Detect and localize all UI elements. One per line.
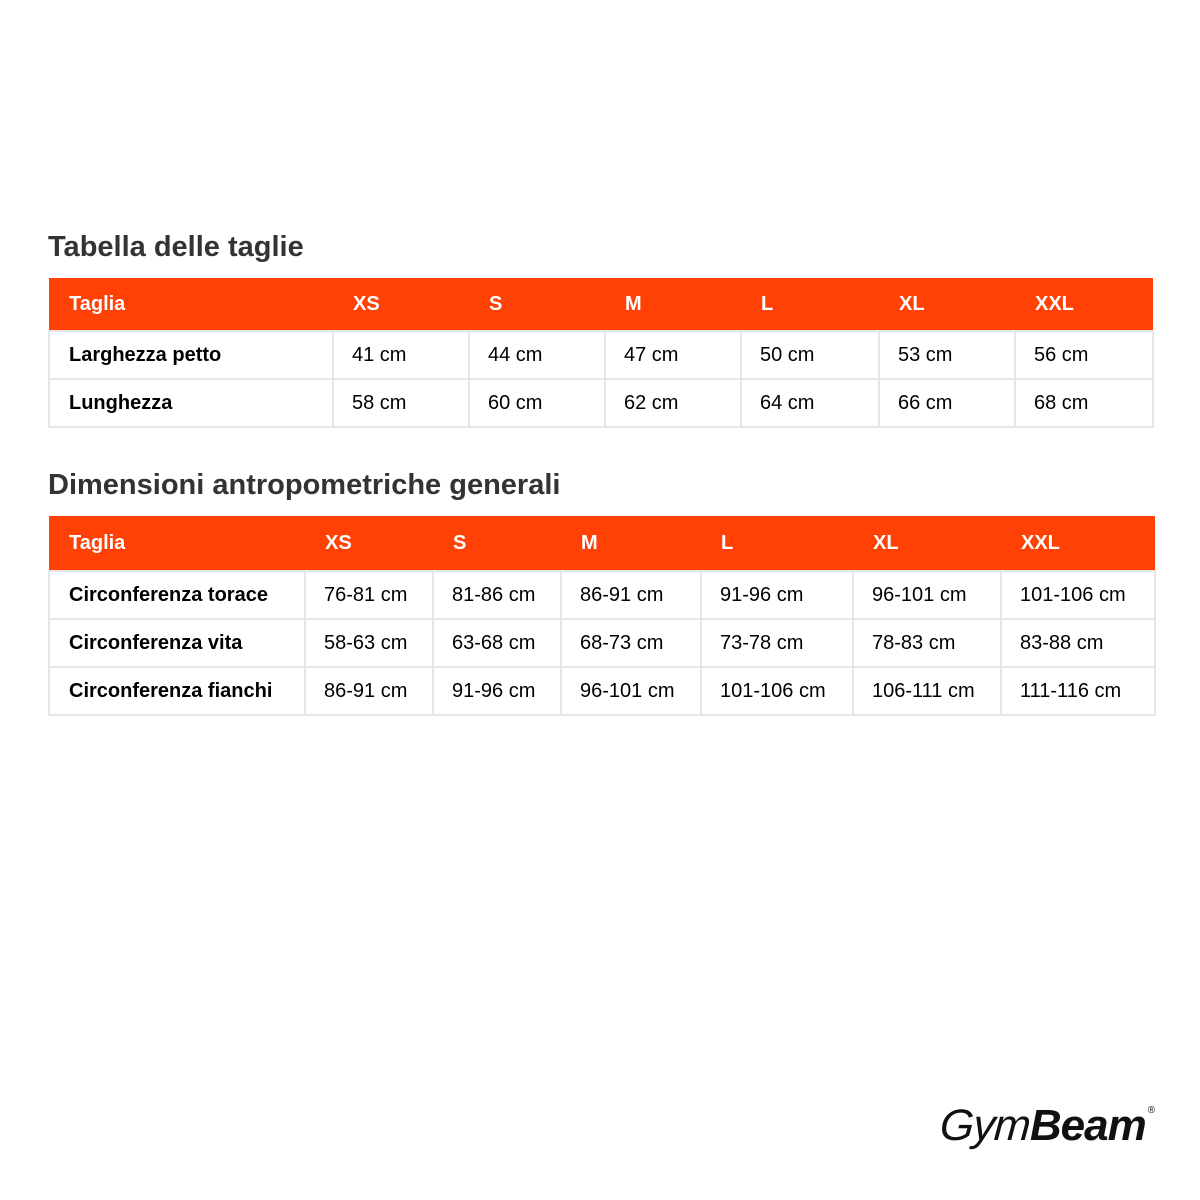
table-cell: 106-111 cm bbox=[853, 667, 1001, 715]
size-table-title: Tabella delle taglie bbox=[48, 231, 304, 263]
header-cell-size: Taglia bbox=[49, 516, 305, 571]
table-cell: 111-116 cm bbox=[1001, 667, 1155, 715]
table-cell: 83-88 cm bbox=[1001, 619, 1155, 667]
table-row bbox=[49, 619, 1155, 667]
header-cell-xs: XS bbox=[305, 516, 433, 571]
table-cell: 68 cm bbox=[1015, 379, 1153, 427]
table-cell: 53 cm bbox=[879, 331, 1015, 379]
table-cell: 81-86 cm bbox=[433, 571, 561, 619]
table-cell: 63-68 cm bbox=[433, 619, 561, 667]
row-label-chest-width: Larghezza petto bbox=[49, 331, 333, 379]
header-cell-xl: XL bbox=[853, 516, 1001, 571]
row-label-hip-circumference: Circonferenza fianchi bbox=[49, 667, 305, 715]
table-cell: 73-78 cm bbox=[701, 619, 853, 667]
table-cell: 41 cm bbox=[333, 331, 469, 379]
table-cell: 56 cm bbox=[1015, 331, 1153, 379]
table-cell: 101-106 cm bbox=[701, 667, 853, 715]
table-cell: 76-81 cm bbox=[305, 571, 433, 619]
table-row bbox=[49, 571, 1155, 619]
header-cell-s: S bbox=[433, 516, 561, 571]
header-cell-s: S bbox=[469, 278, 605, 331]
table-cell: 58 cm bbox=[333, 379, 469, 427]
table-cell: 96-101 cm bbox=[561, 667, 701, 715]
header-cell-m: M bbox=[605, 278, 741, 331]
header-cell-xs: XS bbox=[333, 278, 469, 331]
table-cell: 64 cm bbox=[741, 379, 879, 427]
table-cell: 66 cm bbox=[879, 379, 1015, 427]
anthropometric-table bbox=[48, 516, 1156, 716]
table-cell: 47 cm bbox=[605, 331, 741, 379]
table-cell: 86-91 cm bbox=[561, 571, 701, 619]
row-label-length: Lunghezza bbox=[49, 379, 333, 427]
header-cell-xxl: XXL bbox=[1015, 278, 1153, 331]
anthropometric-table-title: Dimensioni antropometriche generali bbox=[48, 469, 561, 501]
header-cell-xl: XL bbox=[879, 278, 1015, 331]
table-row bbox=[49, 331, 1153, 379]
table-header-row bbox=[49, 278, 1153, 331]
size-table bbox=[48, 278, 1154, 428]
header-cell-xxl: XXL bbox=[1001, 516, 1155, 571]
registered-mark: ® bbox=[1147, 1105, 1156, 1116]
gymbeam-logo bbox=[938, 1101, 1156, 1154]
row-label-waist-circumference: Circonferenza vita bbox=[49, 619, 305, 667]
header-cell-l: L bbox=[741, 278, 879, 331]
table-cell: 68-73 cm bbox=[561, 619, 701, 667]
table-cell: 44 cm bbox=[469, 331, 605, 379]
table-cell: 58-63 cm bbox=[305, 619, 433, 667]
table-row bbox=[49, 667, 1155, 715]
header-cell-m: M bbox=[561, 516, 701, 571]
table-cell: 91-96 cm bbox=[701, 571, 853, 619]
table-cell: 50 cm bbox=[741, 331, 879, 379]
table-cell: 78-83 cm bbox=[853, 619, 1001, 667]
logo-text-gym: Gym bbox=[938, 1101, 1032, 1150]
table-cell: 96-101 cm bbox=[853, 571, 1001, 619]
table-cell: 91-96 cm bbox=[433, 667, 561, 715]
header-cell-l: L bbox=[701, 516, 853, 571]
table-row bbox=[49, 379, 1153, 427]
table-cell: 101-106 cm bbox=[1001, 571, 1155, 619]
table-header-row bbox=[49, 516, 1155, 571]
table-cell: 86-91 cm bbox=[305, 667, 433, 715]
header-cell-size: Taglia bbox=[49, 278, 333, 331]
row-label-chest-circumference: Circonferenza torace bbox=[49, 571, 305, 619]
logo-text-beam: Beam bbox=[1029, 1101, 1146, 1150]
table-cell: 62 cm bbox=[605, 379, 741, 427]
table-cell: 60 cm bbox=[469, 379, 605, 427]
